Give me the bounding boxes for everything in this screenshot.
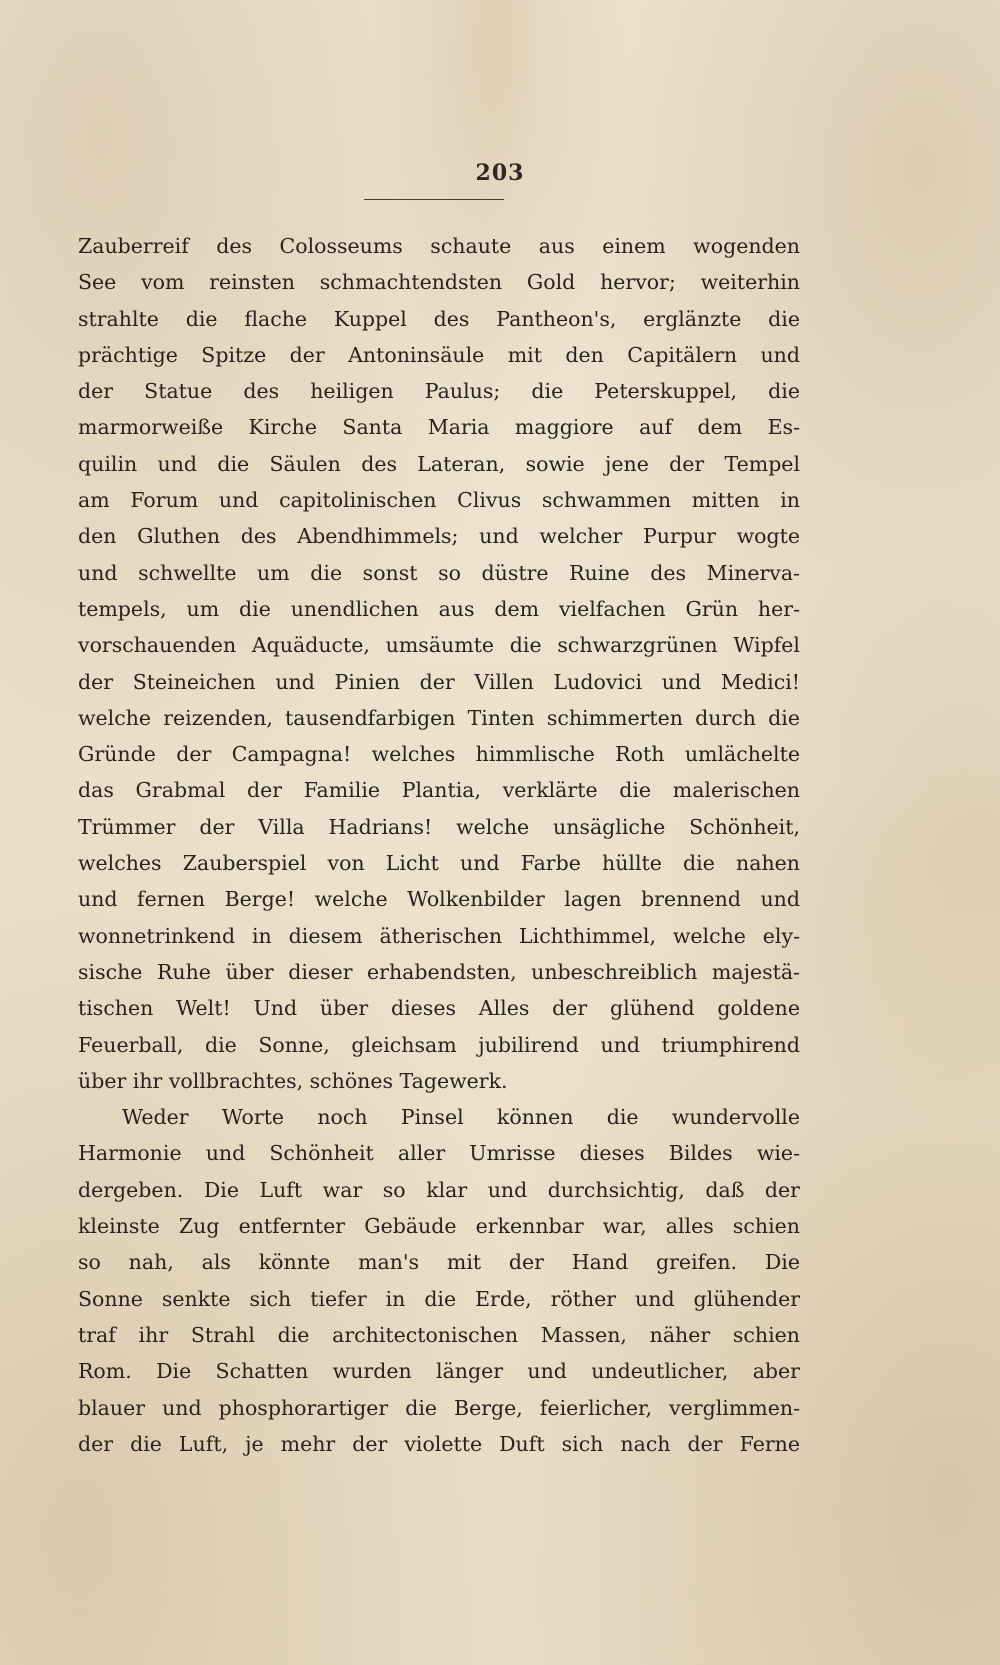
text-line: traf ihr Strahl die architectonischen Massen, näher schien bbox=[78, 1322, 800, 1347]
text-line: das Grabmal der Familie Plantia, verklärte die malerischen bbox=[78, 778, 800, 803]
body-text bbox=[78, 228, 800, 1462]
text-line: der Steineichen und Pinien der Villen Ludovici und Medici! bbox=[78, 669, 800, 694]
text-line: Rom. Die Schatten wurden länger und undeutlicher, aber bbox=[78, 1359, 800, 1384]
text-line: der die Luft, je mehr der violette Duft sich nach der Ferne bbox=[78, 1431, 800, 1456]
text-line: prächtige Spitze der Antoninsäule mit den Capitälern und bbox=[78, 342, 800, 367]
text-line: und schwellte um die sonst so düstre Ruine des Minerva- bbox=[78, 560, 800, 585]
text-line: quilin und die Säulen des Lateran, sowie jene der Tempel bbox=[78, 451, 800, 476]
text-line: wonnetrinkend in diesem ätherischen Lichthimmel, welche ely- bbox=[78, 923, 800, 948]
text-line: kleinste Zug entfernter Gebäude erkennbar war, alles schien bbox=[78, 1214, 800, 1239]
header-rule bbox=[364, 199, 504, 200]
text-line: Trümmer der Villa Hadrians! welche unsägliche Schönheit, bbox=[78, 814, 800, 839]
text-line: welche reizenden, tausendfarbigen Tinten schimmerten durch die bbox=[78, 705, 800, 730]
text-line: blauer und phosphorartiger die Berge, feierlicher, verglimmen- bbox=[78, 1395, 800, 1420]
text-line: sische Ruhe über dieser erhabendsten, unbeschreiblich majestä- bbox=[78, 959, 800, 984]
text-line: dergeben. Die Luft war so klar und durchsichtig, daß der bbox=[78, 1177, 800, 1202]
paragraph-start-line: Weder Worte noch Pinsel können die wundervolle bbox=[122, 1105, 800, 1130]
text-line: marmorweiße Kirche Santa Maria maggiore auf dem Es- bbox=[78, 415, 800, 440]
text-line: am Forum und capitolinischen Clivus schwammen mitten in bbox=[78, 488, 800, 513]
text-line: Feuerball, die Sonne, gleichsam jubilirend und triumphirend bbox=[78, 1032, 800, 1057]
text-line: tempels, um die unendlichen aus dem vielfachen Grün her- bbox=[78, 596, 800, 621]
text-line: der Statue des heiligen Paulus; die Peterskuppel, die bbox=[78, 379, 800, 404]
text-line: Sonne senkte sich tiefer in die Erde, röther und glühender bbox=[78, 1286, 800, 1311]
text-line: Harmonie und Schönheit aller Umrisse dieses Bildes wie- bbox=[78, 1141, 800, 1166]
text-line: See vom reinsten schmachtendsten Gold hervor; weiterhin bbox=[78, 270, 800, 295]
text-line: den Gluthen des Abendhimmels; und welcher Purpur wogte bbox=[78, 524, 800, 549]
page-number: 203 bbox=[475, 160, 525, 186]
text-line: tischen Welt! Und über dieses Alles der glühend goldene bbox=[78, 996, 800, 1021]
text-line: vorschauenden Aquäducte, umsäumte die schwarzgrünen Wipfel bbox=[78, 633, 800, 658]
text-line: Zauberreif des Colosseums schaute aus einem wogenden bbox=[78, 234, 800, 258]
text-line: welches Zauberspiel von Licht und Farbe hüllte die nahen bbox=[78, 851, 800, 876]
text-line: Gründe der Campagna! welches himmlische Roth umlächelte bbox=[78, 742, 800, 767]
text-line: und fernen Berge! welche Wolkenbilder lagen brennend und bbox=[78, 887, 800, 912]
text-line: strahlte die flache Kuppel des Pantheon's, erglänzte die bbox=[78, 306, 800, 331]
text-line: so nah, als könnte man's mit der Hand greifen. Die bbox=[78, 1250, 800, 1275]
paragraph-end-line: über ihr vollbrachtes, schönes Tagewerk. bbox=[78, 1068, 508, 1093]
